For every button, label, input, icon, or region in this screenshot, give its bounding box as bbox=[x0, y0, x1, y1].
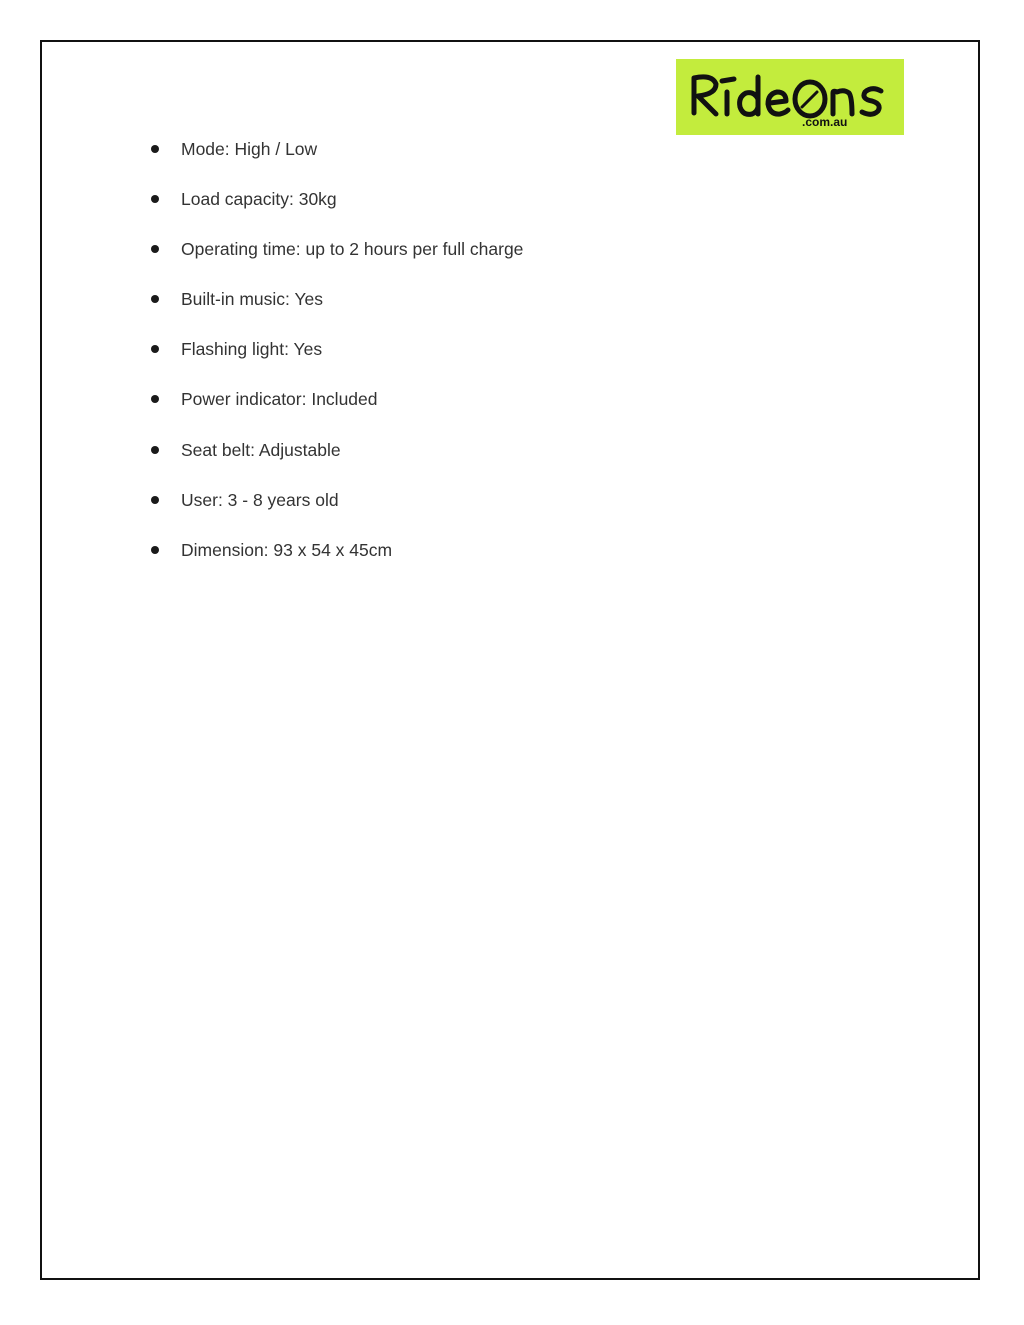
spec-text: Seat belt: Adjustable bbox=[181, 439, 341, 460]
spec-list bbox=[150, 136, 523, 587]
spec-text: Load capacity: 30kg bbox=[181, 189, 337, 210]
bullet-icon bbox=[151, 145, 159, 153]
spec-list-item bbox=[150, 437, 523, 487]
spec-text: Power indicator: Included bbox=[181, 389, 378, 410]
spec-text: User: 3 - 8 years old bbox=[181, 489, 339, 510]
spec-list-item bbox=[150, 136, 523, 186]
spec-text: Mode: High / Low bbox=[181, 139, 318, 159]
spec-text: Flashing light: Yes bbox=[181, 339, 323, 360]
spec-list-item bbox=[150, 336, 523, 386]
spec-list-item bbox=[150, 487, 523, 537]
spec-text: Built-in music: Yes bbox=[181, 289, 324, 310]
spec-list-item bbox=[150, 186, 523, 236]
rideons-logo bbox=[676, 59, 904, 135]
bullet-icon bbox=[151, 295, 159, 303]
rideons-logo-graphic bbox=[676, 59, 904, 135]
logo-domain-text: .com.au bbox=[802, 115, 848, 129]
bullet-icon bbox=[151, 395, 159, 403]
bullet-icon bbox=[151, 446, 159, 454]
spec-list-item bbox=[150, 537, 523, 587]
bullet-icon bbox=[151, 546, 159, 554]
bullet-icon bbox=[151, 496, 159, 504]
spec-text: Dimension: 93 x 54 x 45cm bbox=[181, 539, 393, 560]
spec-list-item bbox=[150, 286, 523, 336]
bullet-icon bbox=[151, 245, 159, 253]
spec-list-item bbox=[150, 386, 523, 436]
bullet-icon bbox=[151, 195, 159, 203]
bullet-icon bbox=[151, 345, 159, 353]
spec-list-item bbox=[150, 236, 523, 286]
spec-text: Operating time: up to 2 hours per full charge bbox=[181, 239, 524, 260]
